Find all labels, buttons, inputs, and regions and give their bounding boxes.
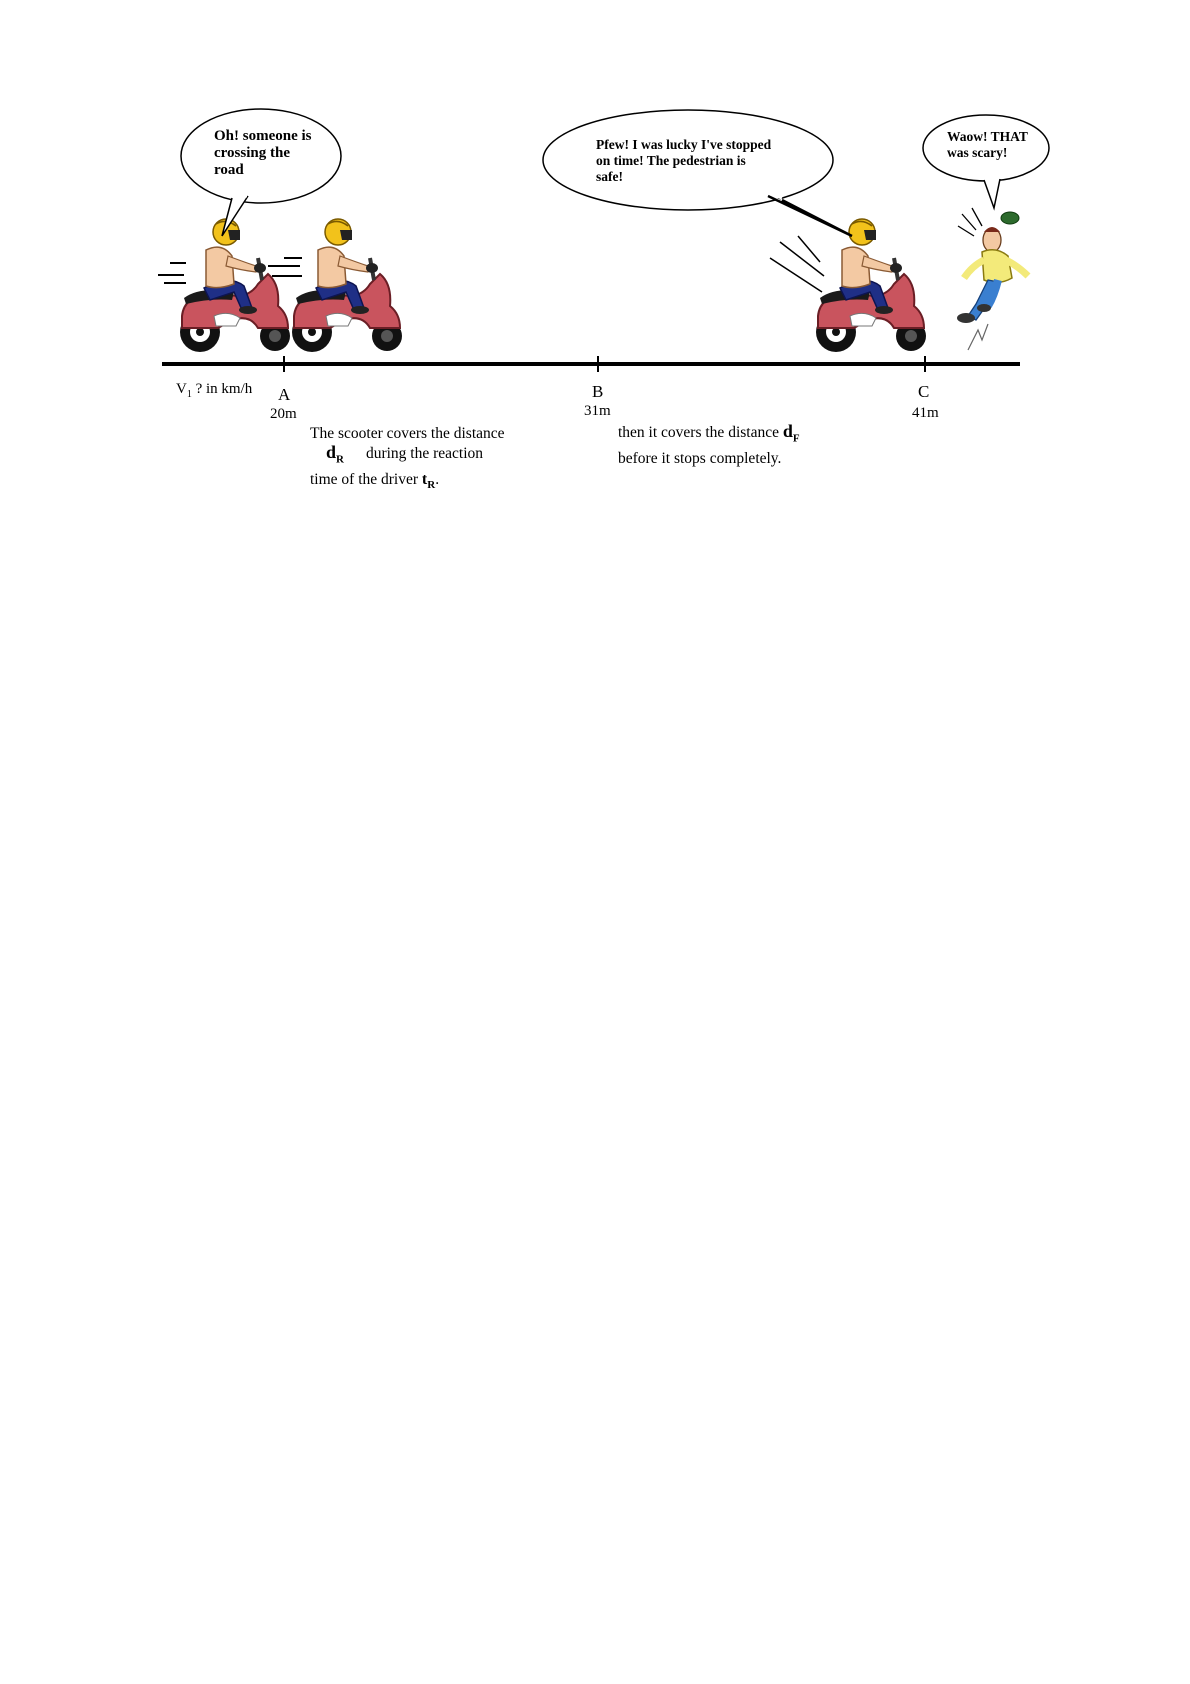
reaction-line-1: The scooter covers the distance <box>310 425 505 442</box>
bubble-line: road <box>214 162 244 178</box>
bubble-line: Oh! someone is <box>214 128 312 144</box>
reaction-line-2-text: during the reaction <box>365 445 484 462</box>
reaction-description <box>310 424 505 495</box>
distance-reaction-symbol: $d_R$ <box>326 442 344 466</box>
speed-subscript: 1 <box>186 389 192 400</box>
pedestrian <box>957 208 1028 350</box>
time-reaction-symbol: $t_R$ <box>421 470 436 491</box>
point-c-label: C <box>918 382 930 401</box>
point-a-distance: 20m <box>270 406 297 422</box>
scene <box>0 0 1190 520</box>
bubble-line: was scary! <box>947 145 1008 160</box>
scooter-2 <box>292 219 402 352</box>
bubble-text-first-rider <box>214 128 312 179</box>
bubble-line: safe! <box>596 169 623 184</box>
speed-symbol: V <box>176 381 187 397</box>
reaction-line-2 <box>310 443 505 470</box>
bubble-line: on time! The pedestrian is <box>596 153 746 168</box>
braking-line-1 <box>618 422 800 449</box>
braking-description <box>618 422 800 468</box>
distance-braking-symbol: $d_F$ <box>782 421 800 445</box>
bubble-line: crossing the <box>214 145 290 161</box>
brake-lines <box>770 236 824 292</box>
braking-line-2: before it stops completely. <box>618 449 782 467</box>
speed-lines-2 <box>268 258 302 276</box>
speed-text: ? in km/h <box>195 381 253 397</box>
reaction-line-3 <box>310 470 505 495</box>
reaction-end: . <box>435 470 440 488</box>
bubble-line: Pfew! I was lucky I've stopped <box>596 137 772 152</box>
scooter-3 <box>816 219 926 352</box>
reaction-line-3-text: time of the driver <box>310 470 419 488</box>
illustration <box>0 0 1190 520</box>
braking-line-1-text: then it covers the distance <box>618 424 779 441</box>
point-c-distance: 41m <box>912 405 939 421</box>
bubble-text-stopped-rider <box>596 137 771 185</box>
point-b-distance: 31m <box>584 403 611 419</box>
bubble-line: Waow! THAT <box>947 129 1028 144</box>
bubble-text-pedestrian <box>947 129 1028 161</box>
point-b-label: B <box>592 382 604 401</box>
speed-lines-1 <box>158 263 186 283</box>
scooter-1 <box>180 219 290 352</box>
point-a-label: A <box>278 385 291 404</box>
speed-label <box>176 381 252 400</box>
